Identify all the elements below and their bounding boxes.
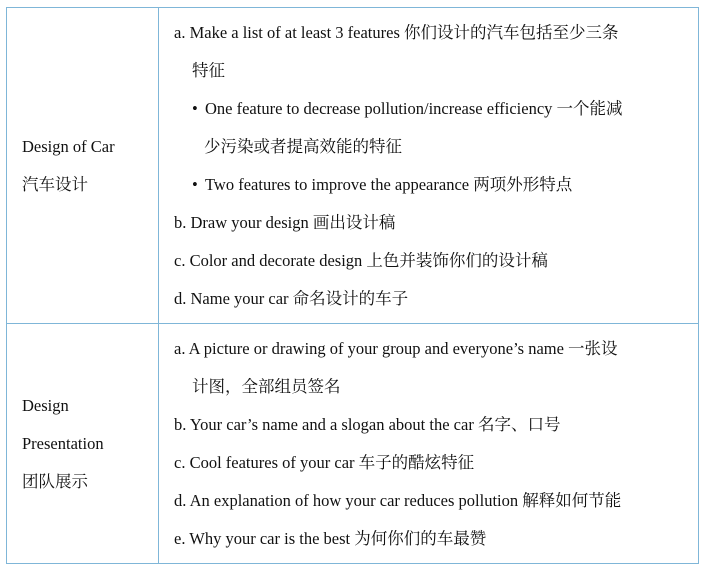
bullet-item-text: Two features to improve the appearance 两项外形特点	[205, 174, 573, 194]
row-label-zh: 团队展示	[22, 471, 88, 491]
row-content-cell	[159, 8, 699, 324]
list-item-b: b. Draw your design 画出设计稿	[174, 212, 396, 232]
table-row-design-presentation	[7, 324, 699, 564]
list-item-a: a. Make a list of at least 3 features 你们设计的汽车包括至少三条	[174, 22, 619, 42]
bullet-item-pollution-continued: 少污染或者提高效能的特征	[204, 136, 402, 156]
list-item-d: d. Name your car 命名设计的车子	[174, 288, 409, 308]
bullet-icon: •	[192, 174, 198, 194]
list-item-d: d. An explanation of how your car reduces pollution 解释如何节能	[174, 490, 622, 510]
row-label-en: Design of Car	[22, 136, 115, 156]
requirements-table	[6, 7, 699, 564]
list-item-b: b. Your car’s name and a slogan about the car 名字、口号	[174, 414, 561, 434]
row-label-zh: 汽车设计	[22, 174, 88, 194]
bullet-icon: •	[192, 98, 198, 118]
bullet-item-pollution	[174, 90, 690, 128]
list-item-c: c. Cool features of your car 车子的酷炫特征	[174, 452, 475, 472]
list-item-a-continued: 计图，全部组员签名	[192, 376, 341, 396]
list-item-a: a. A picture or drawing of your group and everyone’s name 一张设	[174, 338, 618, 358]
bullet-item-text: One feature to decrease pollution/increase efficiency 一个能减	[205, 98, 623, 118]
list-item-a-continued: 特征	[192, 60, 225, 80]
row-label-cell	[7, 324, 159, 564]
row-label-cell	[7, 8, 159, 324]
bullet-item-appearance	[174, 166, 690, 204]
table-row-design-of-car	[7, 8, 699, 324]
row-label-en-line1: Design	[22, 395, 69, 415]
row-label-en-line2: Presentation	[22, 433, 104, 453]
list-item-c: c. Color and decorate design 上色并装饰你们的设计稿	[174, 250, 548, 270]
row-content-cell	[159, 324, 699, 564]
list-item-e: e. Why your car is the best 为何你们的车最赞	[174, 528, 487, 548]
